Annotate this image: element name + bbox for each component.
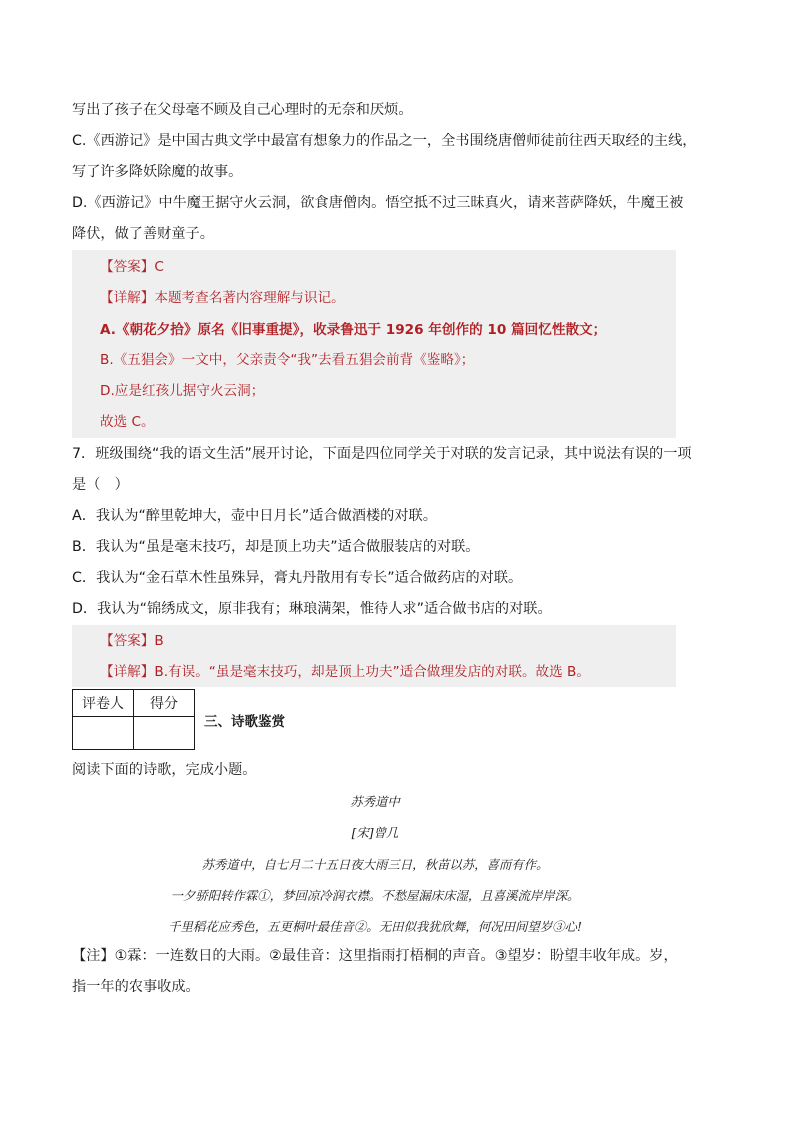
poem-preface: 苏秀道中，自七月二十五日夜大雨三日，秋苗以苏，喜而有作。: [201, 857, 549, 872]
q6-option-c-line1: C.《西游记》是中国古典文学中最富有想象力的作品之一，全书围绕唐僧师徒前往西天取经的主线，: [72, 133, 697, 149]
reading-intro: 阅读下面的诗歌，完成小题。: [72, 762, 257, 778]
poem-line2: 千里稻花应秀色，五更桐叶最佳音②。无田似我犹欣舞，何况田间望岁③心!: [168, 919, 582, 934]
q7-answer: 【答案】B: [100, 633, 164, 649]
section-title: 三、诗歌鉴赏: [204, 714, 285, 730]
q6-answer-box: [72, 250, 676, 438]
q7-option-b: B．我认为“虽是毫末技巧，却是顶上功夫”适合做服装店的对联。: [72, 539, 480, 555]
q6-option-c-line2: 写了许多降妖除魔的故事。: [72, 164, 243, 180]
q7-detail: 【详解】B.有误。“虽是毫末技巧，却是顶上功夫”适合做理发店的对联。故选 B。: [100, 664, 590, 680]
q7-option-a: A．我认为“醉里乾坤大，壶中日月长”适合做酒楼的对联。: [72, 508, 437, 524]
reviewer-cell[interactable]: [73, 717, 134, 750]
q7-answer-box: [72, 625, 676, 687]
score-table: [72, 689, 195, 750]
q6-option-d-line2: 降伏，做了善财童子。: [72, 226, 214, 242]
poem-line1: 一夕骄阳转作霖①，梦回凉冷润衣襟。不愁屋漏床床湿，且喜溪流岸岸深。: [170, 888, 580, 903]
q6-answer: 【答案】C: [100, 259, 164, 275]
q7-stem-line2: 是（ ）: [72, 477, 129, 493]
q7-stem-line1: 7．班级围绕“我的语文生活”展开讨论，下面是四位同学关于对联的发言记录，其中说法有误的一项: [72, 446, 692, 462]
q6-choice: 故选 C。: [100, 414, 155, 430]
poem-notes-line2: 指一年的农事收成。: [72, 979, 200, 995]
q6-detail-a: A.《朝花夕拾》原名《旧事重提》，收录鲁迅于 1926 年创作的 10 篇回忆性散文；: [100, 322, 607, 338]
q6-option-b-tail: 写出了孩子在父母毫不顾及自己心理时的无奈和厌烦。: [72, 102, 413, 118]
poem-title: 苏秀道中: [350, 794, 400, 809]
q6-detail: 【详解】本题考查名著内容理解与识记。: [100, 290, 345, 306]
q6-detail-d: D.应是红孩儿据守火云洞；: [100, 383, 265, 399]
q6-option-d-line1: D.《西游记》中牛魔王据守火云洞，欲食唐僧肉。悟空抵不过三昧真火，请来菩萨降妖，牛魔王被: [72, 195, 684, 211]
q7-option-d: D．我认为“锦绣成文，原非我有；琳琅满架，惟待人求”适合做书店的对联。: [72, 601, 552, 617]
q7-option-c: C．我认为“金石草木性虽殊异，膏丸丹散用有专长”适合做药店的对联。: [72, 570, 523, 586]
score-cell[interactable]: [134, 717, 195, 750]
poem-notes-line1: 【注】①霖：一连数日的大雨。②最佳音：这里指雨打梧桐的声音。③望岁：盼望丰收年成。岁，: [72, 948, 678, 964]
reviewer-header: 评卷人: [73, 690, 134, 717]
q6-detail-b: B.《五猖会》一文中，父亲责令“我”去看五猖会前背《鉴略》；: [100, 352, 475, 368]
poem-author: [宋]曾几: [351, 825, 399, 840]
score-header: 得分: [134, 690, 195, 717]
